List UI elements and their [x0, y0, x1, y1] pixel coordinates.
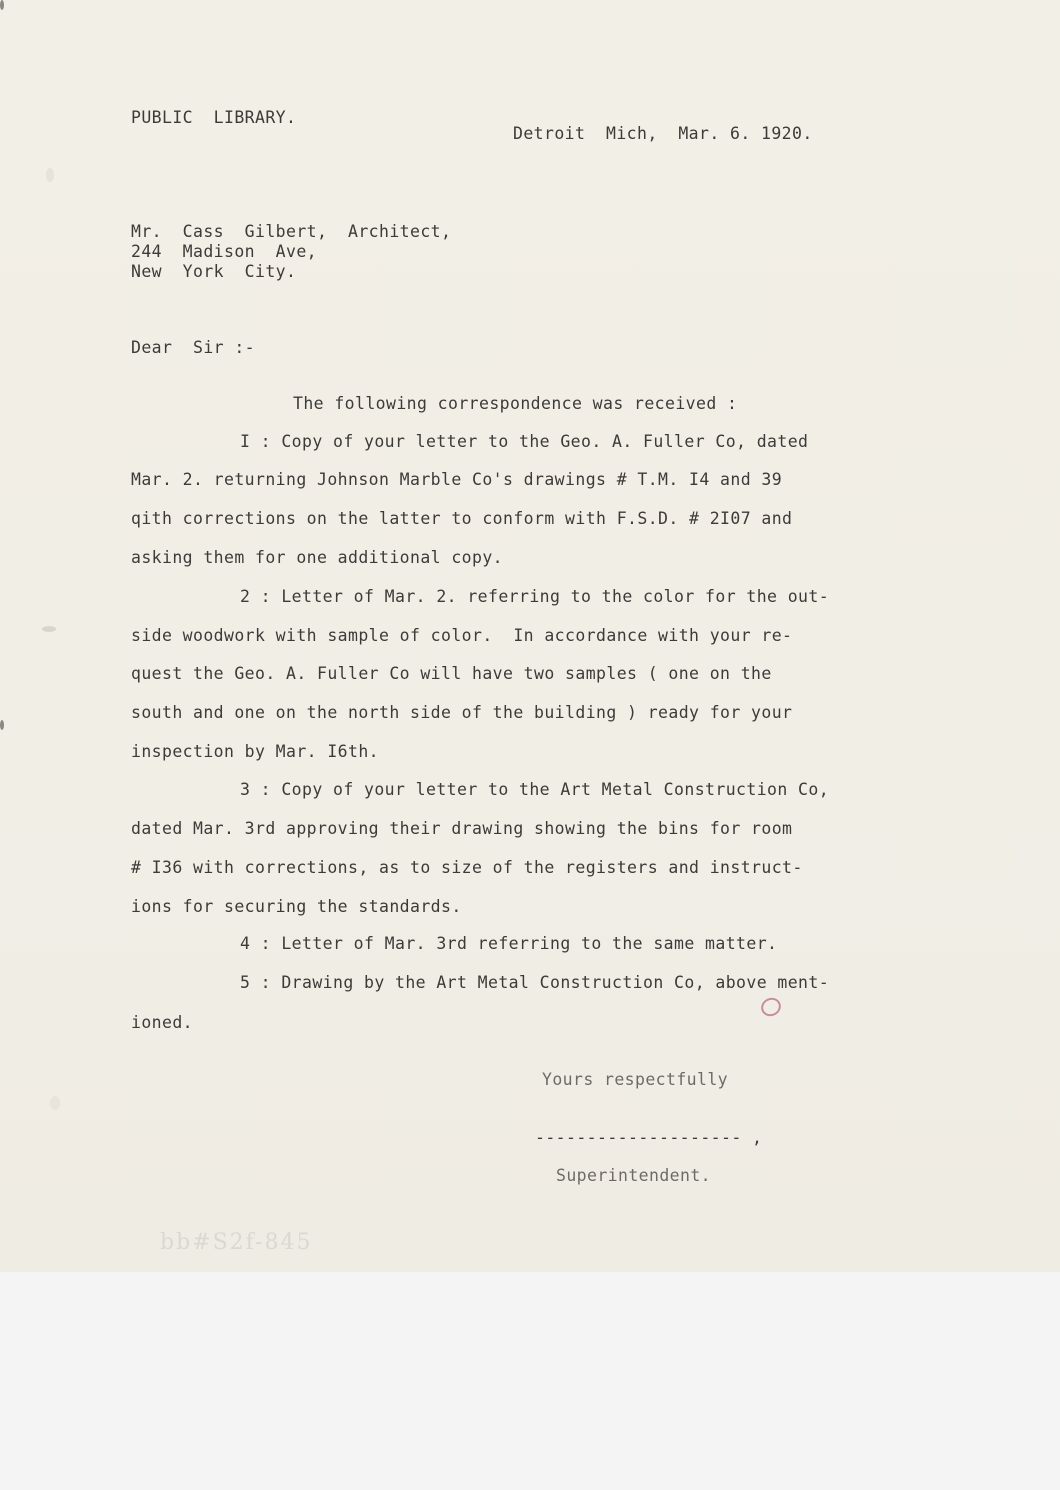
address-line-3: New York City. [131, 262, 297, 281]
body-line: 2 : Letter of Mar. 2. referring to the color for the out- [240, 587, 830, 606]
pink-ink-mark [758, 995, 784, 1020]
paper-blemish [50, 1096, 60, 1110]
place-date: Detroit Mich, Mar. 6. 1920. [513, 124, 813, 143]
letterhead: PUBLIC LIBRARY. [131, 108, 297, 127]
address-line-2: 244 Madison Ave, [131, 242, 318, 261]
body-line: I : Copy of your letter to the Geo. A. Fuller Co, dated [240, 432, 809, 451]
body-line: south and one on the north side of the building ) ready for your [131, 703, 793, 722]
body-line: 3 : Copy of your letter to the Art Metal Construction Co, [240, 780, 830, 799]
body-line: inspection by Mar. I6th. [131, 742, 380, 761]
body-line: quest the Geo. A. Fuller Co will have two samples ( one on the [131, 664, 772, 683]
salutation: Dear Sir :- [131, 338, 256, 357]
body-line: side woodwork with sample of color. In accordance with your re- [131, 626, 793, 645]
body-line: # I36 with corrections, as to size of the registers and instruct- [131, 858, 803, 877]
address-line-1: Mr. Cass Gilbert, Architect, [131, 222, 452, 241]
closing: Yours respectfully [542, 1070, 729, 1089]
body-line: Mar. 2. returning Johnson Marble Co's drawings # T.M. I4 and 39 [131, 470, 783, 489]
body-line: 4 : Letter of Mar. 3rd referring to the same matter. [240, 934, 778, 953]
intro-line: The following correspondence was received : [293, 394, 738, 413]
signer-title: Superintendent. [556, 1166, 712, 1185]
pencil-archive-number: bb#S2f-845 [160, 1230, 313, 1255]
body-line: 5 : Drawing by the Art Metal Construction Co, above ment- [240, 973, 830, 992]
scan-background [0, 1272, 1060, 1490]
body-line: dated Mar. 3rd approving their drawing showing the bins for room [131, 819, 793, 838]
body-line: ioned. [131, 1013, 194, 1032]
paper-edge-mark [0, 0, 4, 10]
paper-edge-mark [0, 720, 4, 730]
body-line: asking them for one additional copy. [131, 548, 504, 567]
body-line: ions for securing the standards. [131, 897, 462, 916]
paper-blemish [42, 626, 56, 632]
body-line: qith corrections on the latter to conform with F.S.D. # 2I07 and [131, 509, 793, 528]
paper-blemish [46, 168, 54, 182]
signature-line: -------------------- , [535, 1128, 763, 1147]
